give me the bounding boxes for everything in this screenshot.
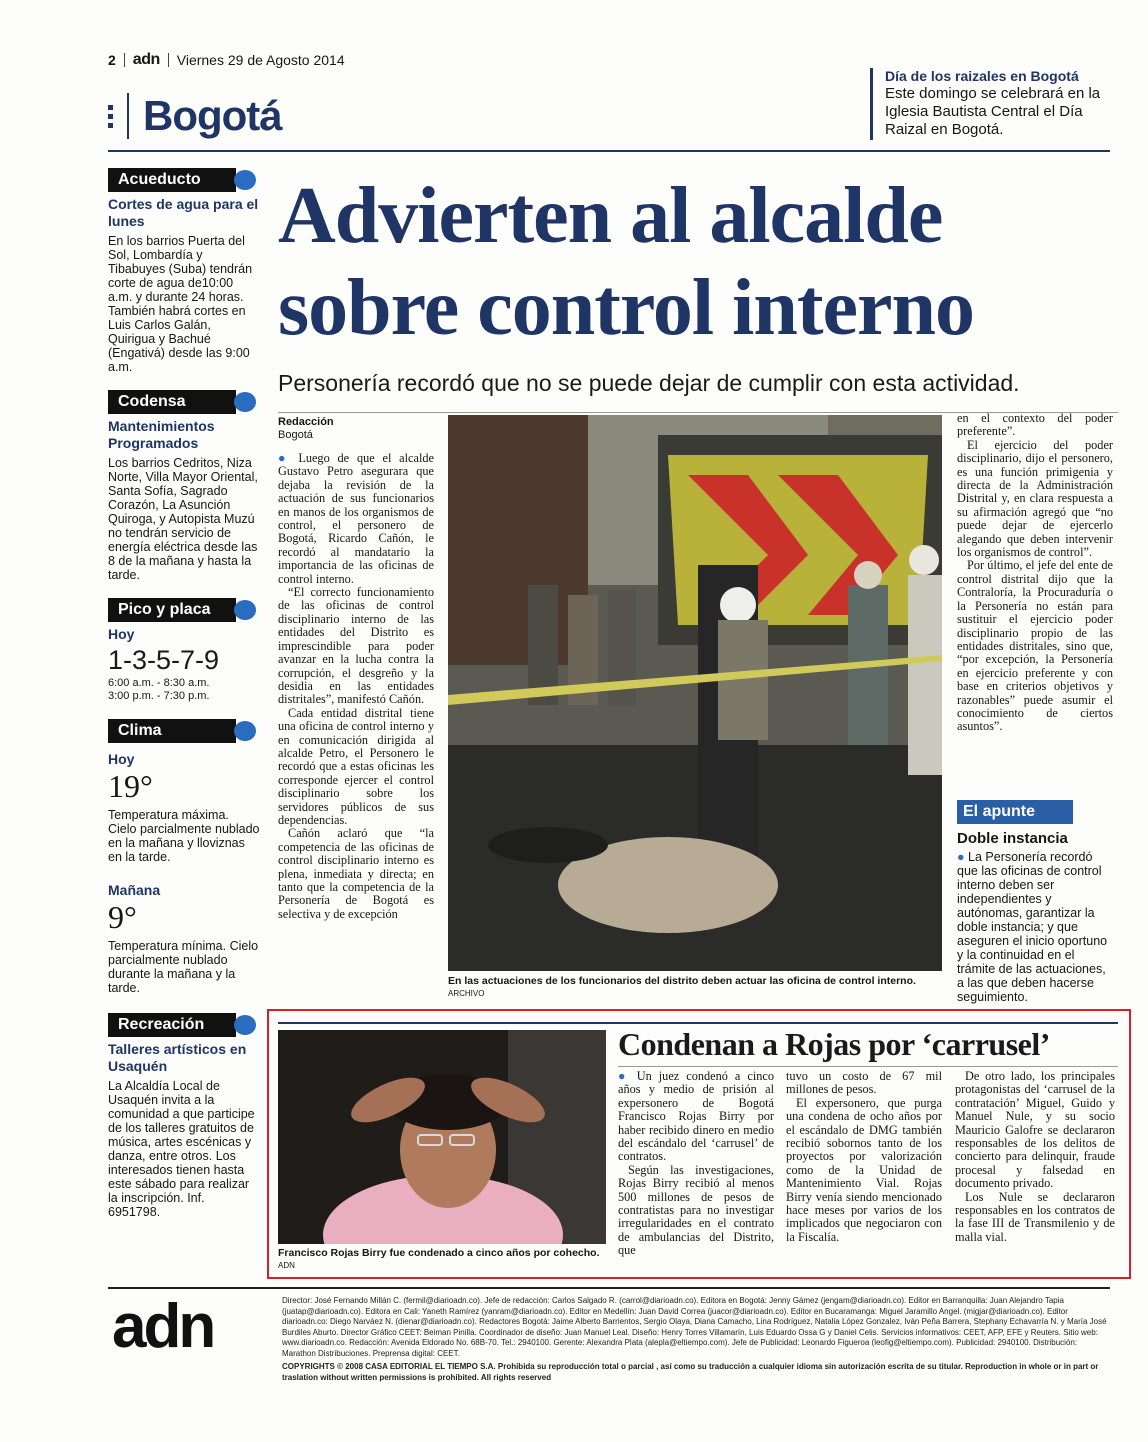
section-header: [108, 88, 368, 144]
sidebar-title: Mantenimientos Programados: [108, 418, 215, 451]
main-photo: [448, 415, 942, 971]
paragraph: Cañón aclaró que “la competencia de las oficinas de control disciplinario interno es plena, inmediata y directa; en tanto que la competencia de la Personería de Bogotá es selectiva y de excepción: [278, 826, 434, 921]
photo-credit: ADN: [278, 1261, 295, 1270]
teaser-body: Este domingo se celebrará en la Iglesia Bautista Central el Día Raizal en Bogotá.: [885, 85, 1101, 138]
masthead-credits: [282, 1296, 1108, 1382]
paragraph: Por último, el jefe del ente de control distrital dijo que la Contraloría, la Procuraduría o la Personería no están para sustituir el ejercicio poder disciplinario propio de las entidades distritales, sino que, “por excepción, la Personería en ejercicio preferente y con base en criterios objetivos y razonables” puede asumir el conocimiento de ciertos asuntos”.: [957, 558, 1113, 734]
sidebar-block-codensa: [108, 382, 260, 582]
paragraph: ● Luego de que el alcalde Gustavo Petro asegurara que dejaba la revisión de la actuación de sus funcionarios en manos de los organismos de control, el personero de Bogotá, Ricardo Cañón, le recordó al mandatario la importancia de las oficinas de control interno.: [278, 451, 434, 586]
clima-tomorrow-label: Mañana: [108, 882, 161, 898]
sidebar-block-acueducto: [108, 160, 260, 374]
tag-recreacion: Recreación: [108, 1013, 236, 1037]
sidebar-title: Cortes de agua para el lunes: [108, 196, 259, 229]
paragraph: Según las investigaciones, Rojas Birry recibió al menos 500 millones de pesos de contratistas para no investigar irregularidades en el contrato de ambulancias del Distrito, que: [618, 1162, 774, 1258]
apunte-tag: El apunte: [957, 800, 1073, 824]
brand-name: adn: [132, 51, 160, 68]
bullet-icon: ●: [278, 451, 299, 465]
apunte-title: Doble instancia: [957, 830, 1068, 847]
article-column-3: [957, 412, 1113, 792]
article2-column-3: [955, 1070, 1115, 1260]
paragraph: Los Nule se declararon responsables en los contratos de la fase III de Transmilenio y de malla vial.: [955, 1189, 1115, 1244]
paragraph: en el contexto del poder preferente”.: [957, 411, 1113, 439]
main-deck: Personería recordó que no se puede dejar de cumplir con esta actividad.: [278, 370, 1020, 396]
paragraph: tuvo un costo de 67 mil millones de pesos.: [786, 1069, 942, 1097]
paragraph: “El correcto funcionamiento de las oficinas de control disciplinario interno de las entidades del Distrito es imprescindible para poder avanzar en la lucha contra la corrupción, el desgreño y la desidia en las entidades distritales”, manifestó Cañón.: [278, 585, 434, 707]
section-bar: [127, 93, 129, 139]
sidebar-body: Los barrios Cedritos, Niza Norte, Villa Mayor Oriental, Santa Sofía, Sagrado Corazón, La Asunción Quiroga, y Autopista Muzú no tendrán servicio de energía eléctrica desde las 8 de la mañana y hasta la tarde.: [108, 456, 258, 582]
paragraph: Cada entidad distrital tiene una oficina de control interno y en comunicación dirigida al alcalde Petro, el Personero le recordó que a estas oficinas les corresponde ejercer el control disciplinario sobre los servidores públicos de sus dependencias.: [278, 705, 434, 827]
tag-pico-y-placa: Pico y placa: [108, 598, 236, 622]
paragraph: ● Un juez condenó a cinco años y medio de prisión al expersonero de Bogotá Francisco Rojas Birry por haber recibido dinero en medio del escándalo del ‘carrusel’ de contratos.: [618, 1069, 774, 1164]
sidebar-block-clima: [108, 711, 260, 995]
clima-today-desc: Temperatura máxima. Cielo parcialmente nublado en la mañana y lloviznas en la tarde.: [108, 808, 260, 864]
speech-bubble-icon: [234, 600, 256, 620]
article2-column-2: [786, 1070, 942, 1260]
tag-acueducto: Acueducto: [108, 168, 236, 192]
street-repair-photo: [448, 415, 942, 971]
clima-today-label: Hoy: [108, 751, 135, 767]
copyright-notice: COPYRIGHTS © 2008 CASA EDITORIAL EL TIEMPO S.A. Prohibida su reproducción total o parcial , así como su traducción a cualquier idioma sin autorización escrita de su titular. Reproduction in whole or in part or traslation without written permissions is prohibited. All rights reserved: [282, 1362, 1099, 1382]
article2-column-1: [618, 1070, 774, 1260]
speech-bubble-icon: [234, 170, 256, 190]
teaser-title: Día de los raizales en Bogotá: [885, 68, 1079, 84]
header-rule: [108, 150, 1110, 152]
speech-bubble-icon: [234, 1015, 256, 1035]
sidebar-block-pico: [108, 590, 260, 703]
tag-codensa: Codensa: [108, 390, 236, 414]
apunte-body: ● La Personería recordó que las oficinas de control interno deben ser independientes y autónomas, garantizar la doble instancia; y que aseguren el inicio oportuno y la continuidad en el trámite de las actuaciones, a las que deben hacerse seguimiento.: [957, 850, 1108, 1004]
article2-photo: [278, 1030, 606, 1244]
article-column-1: [278, 452, 434, 992]
main-headline: Advierten al alcalde sobre control interno: [278, 172, 974, 352]
article2-headline-rule: [618, 1066, 1118, 1067]
bullet-icon: ●: [957, 850, 969, 864]
bullet-icon: ●: [618, 1069, 637, 1083]
pico-time: 6:00 a.m. - 8:30 a.m.: [108, 677, 210, 689]
portrait-photo: [278, 1030, 606, 1244]
pico-plates: 1-3-5-7-9: [108, 645, 220, 675]
paragraph: El expersonero, que purga una condena de ocho años por el escándalo de DMG también recibió sobornos tanto de los proyectos por valorización como de la Unidad de Mantenimiento Vial. Rojas Birry venía siendo mencionado hace meses por varios de los implicados que negociaron con la Fiscalía.: [786, 1095, 942, 1244]
folio-divider: [124, 53, 125, 67]
sidebar-title: Talleres artísticos en Usaquén: [108, 1041, 247, 1074]
folio-divider: [168, 53, 169, 67]
footer-rule: [108, 1287, 1110, 1289]
main-photo-caption: En las actuaciones de los funcionarios del distrito deben actuar las oficina de control interno. ARCHIVO: [448, 975, 916, 998]
photo-credit: ARCHIVO: [448, 989, 485, 998]
byline-author: Redacción: [278, 416, 334, 428]
sidebar: [108, 160, 260, 1260]
speech-bubble-icon: [234, 721, 256, 741]
clima-tomorrow-temp: 9°: [108, 899, 137, 935]
byline-location: Bogotá: [278, 429, 313, 441]
teaser-box: [870, 68, 1116, 140]
sidebar-body: En los barrios Puerta del Sol, Lombardía y Tibabuyes (Suba) tendrán corte de agua de10:00 a.m. y durante 24 horas. También habrá cortes en Luis Carlos Galán, Quirigua y Bachué (Engativá) desde las 9:00 a.m.: [108, 234, 253, 374]
article2-photo-caption: Francisco Rojas Birry fue condenado a cinco años por cohecho. ADN: [278, 1247, 600, 1270]
article2-headline: Condenan a Rojas por ‘carrusel’: [618, 1026, 1050, 1062]
section-dots-icon: [108, 105, 113, 128]
footer-logo: adn: [112, 1292, 214, 1361]
pico-label: Hoy: [108, 626, 135, 642]
clima-tomorrow-desc: Temperatura mínima. Cielo parcialmente nublado durante la mañana y la tarde.: [108, 939, 259, 995]
section-title: Bogotá: [143, 92, 282, 139]
speech-bubble-icon: [234, 392, 256, 412]
page-number: 2: [108, 52, 116, 68]
sidebar-body: La Alcaldía Local de Usaquén invita a la comunidad a que participe de los talleres gratuitos de música, artes escénicas y danza, entre otros. Los interesados tienen hasta este sábado para realizar la inscripción. Inf. 6951798.: [108, 1079, 255, 1219]
clima-today-temp: 19°: [108, 768, 153, 804]
folio-line: [108, 50, 528, 70]
byline: [278, 416, 438, 446]
credits-text: Director: José Fernando Millán C. (fermil@diarioadn.co). Jefe de redacción: Carlos Salgado R. (carrol@diarioadn.co). Editora en Bogotá: Jenny Gámez (jengam@diarioadn.co). Editor en Barranquilla: Juan Alejandro Tapia (juatap@diarioadn.co). Editora en Cali: Yaneth Ramírez (yanram@diarioadn.co). Editor en Medellín: Juan David Correa (juacor@diarioadn.co). Editor en Bucaramanga: Miguel Jaramillo Angel. (migjar@diarioadn.co). Editor diarioadn.co: Diego Narváez N. (dienar@diarioadn.co). Redactores Bogotá: Jaime Alberto Barrientos, Sergio Olaya, Diana Camacho, Lina Rodríguez, Natalia López Gonzalez, Iván Peña Barrera, Stephany Echavarría N. y María José Burdiles Aburto. Director Gráfico CEET: Beiman Pinilla. Coordinador de diseño: Juan Manuel Leal. Diseño: Henry Torres Villamarín, Luis Eduardo Ossa G y Daniel Celis. Servicios informativos: CEET, AFP, EFE y Reuters. Sitio web: www.diarioadn.co. Redacción: Avenida Eldorado No. 68B-70. Tel.: 2940100. Gerente: Alexandra Plata (alepla@eltiempo.com). Jefe de Publicidad: Leonardo Figueroa (leofig@eltiempo.com). Publicidad: 2940100. Distribución: Marathon Distribuciones. Preprensa digital: CEET.: [282, 1296, 1107, 1358]
issue-date: Viernes 29 de Agosto 2014: [176, 52, 345, 68]
pico-time: 3:00 p.m. - 7:30 p.m.: [108, 690, 210, 702]
tag-clima: Clima: [108, 719, 236, 743]
paragraph: El ejercicio del poder disciplinario, dijo el personero, es una función primigenia y directa de la Administración Distrital y, en clara respuesta a su afirmación agregó que “no puede dejar de ejercerlo alegando que deben intervenir los organismos de control”.: [957, 437, 1113, 560]
paragraph: De otro lado, los principales protagonistas del ‘carrusel de la contratación’ Miguel, Guido y Manuel Nule, y su socio Mauricio Galofre se declararon responsables de los delitos de concierto para delinquir, fraude procesal y falsedad en documento privado.: [955, 1069, 1115, 1191]
article2-top-rule: [278, 1022, 1118, 1024]
sidebar-block-recreacion: [108, 1005, 260, 1219]
